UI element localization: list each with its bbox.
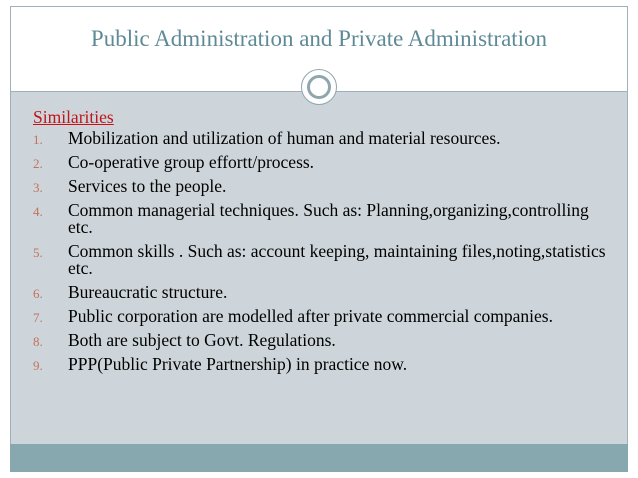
section-heading: Similarities [33,107,114,127]
list-item-text: Public corporation are modelled after private commercial companies. [68,306,553,326]
list-item [33,308,613,325]
slide-title: Public Administration and Private Administration [90,26,548,51]
list-number: 5. [33,245,43,260]
list-item [33,130,613,147]
list-item-text: Services to the people. [68,176,227,196]
list-item-text: Both are subject to Govt. Regulations. [68,330,336,350]
list-item [33,332,613,349]
list-item-text: PPP(Public Private Partnership) in practice now. [68,354,408,374]
list-number: 1. [33,132,43,147]
list-number: 4. [33,204,43,219]
list-number: 6. [33,286,43,301]
list-number: 3. [33,180,43,195]
slide-footer-bar [10,444,628,472]
list-item [33,284,613,301]
similarities-list [33,130,613,373]
list-item [33,154,613,171]
list-number: 8. [33,334,43,349]
list-item-text: Co-operative group effortt/process. [68,152,315,172]
list-number: 2. [33,156,43,171]
list-item-text: Mobilization and utilization of human and material resources. [68,128,501,148]
list-item [33,356,613,373]
list-item-text: Common managerial techniques. Such as: Planning,organizing,controlling etc. [68,200,589,237]
list-item-text: Bureaucratic structure. [68,282,228,302]
list-number: 9. [33,358,43,373]
slide-content [33,106,613,380]
circle-ornament-icon [301,69,337,105]
list-item [33,202,613,236]
list-number: 7. [33,310,43,325]
list-item-text: Common skills . Such as: account keeping, maintaining files,noting,statistics etc. [68,241,606,278]
list-item [33,243,613,277]
list-item [33,178,613,195]
